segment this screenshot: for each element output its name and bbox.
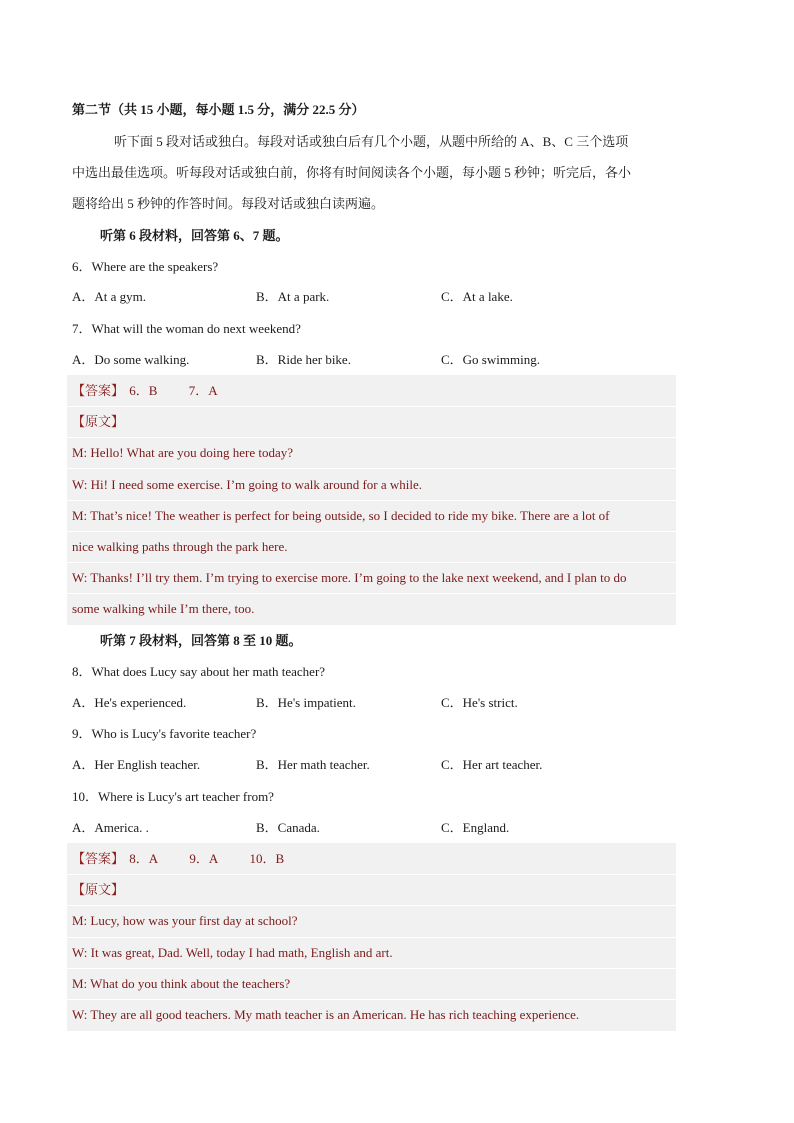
material-title: 听第 6 段材料，回答第 6、7 题。 [100, 228, 289, 243]
option-b: B．He's impatient. [256, 695, 356, 710]
answer-item: 7．A [188, 383, 218, 398]
section-heading: 第二节（共 15 小题，每小题 1.5 分，满分 22.5 分） [72, 102, 365, 117]
option-b: B．Canada. [256, 820, 320, 835]
divider [67, 406, 676, 407]
option-row [72, 756, 692, 774]
option-c: C．Her art teacher. [441, 757, 543, 772]
divider [67, 500, 676, 501]
option-b: B．Ride her bike. [256, 352, 351, 367]
option-a: A．He's experienced. [72, 695, 187, 710]
option-row [72, 288, 692, 306]
divider [67, 968, 676, 969]
divider [67, 937, 676, 938]
transcript-line: M: That’s nice! The weather is perfect for being outside, so I decided to ride my bike. There are a lot of [72, 508, 610, 523]
transcript-label: 【原文】 [72, 882, 125, 897]
question-stem: 8．What does Lucy say about her math teacher? [72, 664, 326, 679]
question-stem: 10．Where is Lucy's art teacher from? [72, 789, 274, 804]
option-row [72, 351, 692, 369]
option-c: C．At a lake. [441, 289, 513, 304]
option-a: A．At a gym. [72, 289, 147, 304]
instruction-line: 题将给出 5 秒钟的作答时间。每段对话或独白读两遍。 [72, 196, 385, 211]
transcript-line: M: What do you think about the teachers? [72, 976, 291, 991]
answer-label: 【答案】 [72, 851, 125, 866]
answer-line [72, 850, 284, 868]
transcript-line: M: Lucy, how was your first day at school? [72, 913, 298, 928]
question-stem: 6．Where are the speakers? [72, 259, 219, 274]
transcript-line: some walking while I’m there, too. [72, 601, 255, 616]
instruction-line: 听下面 5 段对话或独白。每段对话或独白后有几个小题，从题中所给的 A、B、C 三个选项 [114, 134, 629, 149]
instruction-line: 中选出最佳选项。听每段对话或独白前，你将有时间阅读各个小题，每小题 5 秒钟；听完后，各小 [72, 165, 632, 180]
answer-item: 10．B [249, 851, 285, 866]
transcript-line: W: It was great, Dad. Well, today I had math, English and art. [72, 945, 393, 960]
divider [67, 468, 676, 469]
answer-item: 9．A [189, 851, 219, 866]
transcript-line: M: Hello! What are you doing here today? [72, 445, 294, 460]
transcript-line: W: Hi! I need some exercise. I’m going to walk around for a while. [72, 477, 423, 492]
option-c: C．England. [441, 820, 510, 835]
option-c: C．Go swimming. [441, 352, 540, 367]
divider [67, 437, 676, 438]
option-row [72, 694, 692, 712]
option-a: A．America. . [72, 820, 149, 835]
answer-item: 6．B [129, 383, 158, 398]
transcript-label: 【原文】 [72, 414, 125, 429]
option-b: B．Her math teacher. [256, 757, 370, 772]
divider [67, 531, 676, 532]
divider [67, 999, 676, 1000]
answer-item: 8．A [129, 851, 159, 866]
divider [67, 905, 676, 906]
question-stem: 9．Who is Lucy's favorite teacher? [72, 726, 257, 741]
divider [67, 874, 676, 875]
option-a: A．Do some walking. [72, 352, 190, 367]
answer-line [72, 382, 218, 400]
option-a: A．Her English teacher. [72, 757, 201, 772]
divider [67, 593, 676, 594]
transcript-line: nice walking paths through the park here. [72, 539, 288, 554]
question-stem: 7．What will the woman do next weekend? [72, 321, 301, 336]
option-b: B．At a park. [256, 289, 330, 304]
transcript-line: W: They are all good teachers. My math teacher is an American. He has rich teaching experience. [72, 1007, 580, 1022]
option-c: C．He's strict. [441, 695, 518, 710]
material-title: 听第 7 段材料，回答第 8 至 10 题。 [100, 633, 302, 648]
answer-label: 【答案】 [72, 383, 125, 398]
divider [67, 562, 676, 563]
transcript-line: W: Thanks! I’ll try them. I’m trying to exercise more. I’m going to the lake next weekend, and I plan to do [72, 570, 627, 585]
option-row [72, 819, 692, 837]
